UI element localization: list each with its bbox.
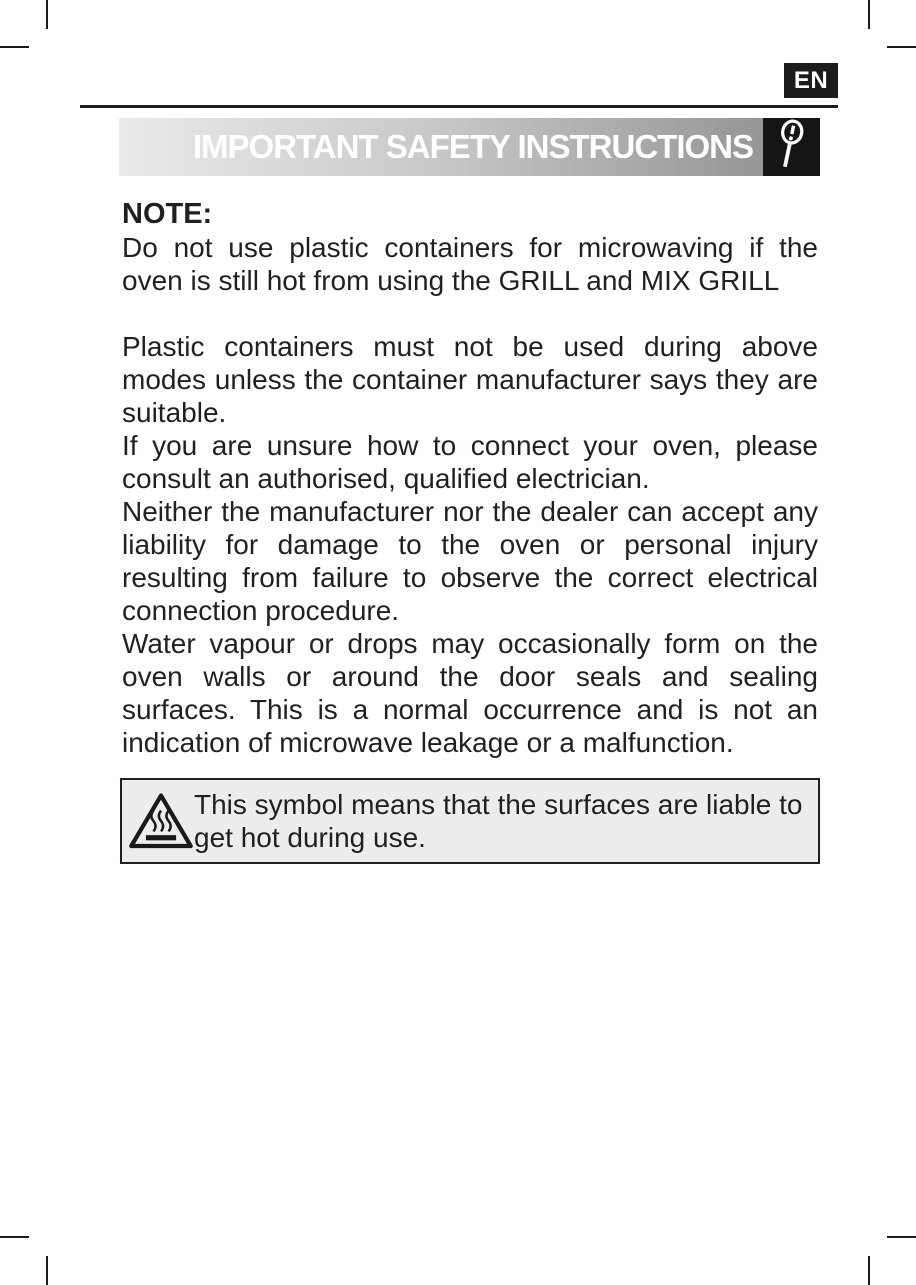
paragraph-plastic-containers-modes: Plastic containers must not be used during above modes unless the container manufacturer says they are suitable. xyxy=(122,331,818,428)
paragraph-electrician: If you are unsure how to connect your oven, please consult an authorised, qualified electrician. xyxy=(122,430,818,494)
paragraph-plastic-containers-note: Do not use plastic containers for microwaving if the oven is still hot from using the GRILL and MIX GRILL xyxy=(122,232,818,296)
crop-mark-top-right-horizontal xyxy=(887,46,916,48)
paragraph-liability: Neither the manufacturer nor the dealer can accept any liability for damage to the oven or personal injury resulting from failure to observe the correct electrical connection procedure. xyxy=(122,496,818,626)
section-title: IMPORTANT SAFETY INSTRUCTIONS xyxy=(192,128,753,165)
hot-surface-warning-box xyxy=(120,778,820,864)
section-icon-box xyxy=(763,118,820,176)
crop-mark-top-left-horizontal xyxy=(0,46,29,48)
crop-mark-bottom-right-horizontal xyxy=(887,1236,916,1238)
paragraph-water-vapour: Water vapour or drops may occasionally form on the oven walls or around the door seals and sealing surfaces. This is a normal occurrence and is not an indication of microwave leakage or a malfunction. xyxy=(122,628,818,758)
language-badge: EN xyxy=(784,63,838,98)
note-heading: NOTE: xyxy=(122,198,213,230)
hot-surface-icon xyxy=(122,790,194,852)
header-divider xyxy=(80,105,838,108)
crop-mark-top-right-vertical xyxy=(868,0,870,29)
hot-surface-warning-text: This symbol means that the surfaces are liable to get hot during use. xyxy=(194,789,803,853)
crop-mark-top-left-vertical xyxy=(46,0,48,29)
crop-mark-bottom-left-vertical xyxy=(46,1256,48,1285)
crop-mark-bottom-left-horizontal xyxy=(0,1236,29,1238)
magnifier-exclamation-icon xyxy=(771,118,813,177)
crop-mark-bottom-right-vertical xyxy=(868,1256,870,1285)
section-banner xyxy=(119,118,820,176)
body-text xyxy=(122,198,818,759)
